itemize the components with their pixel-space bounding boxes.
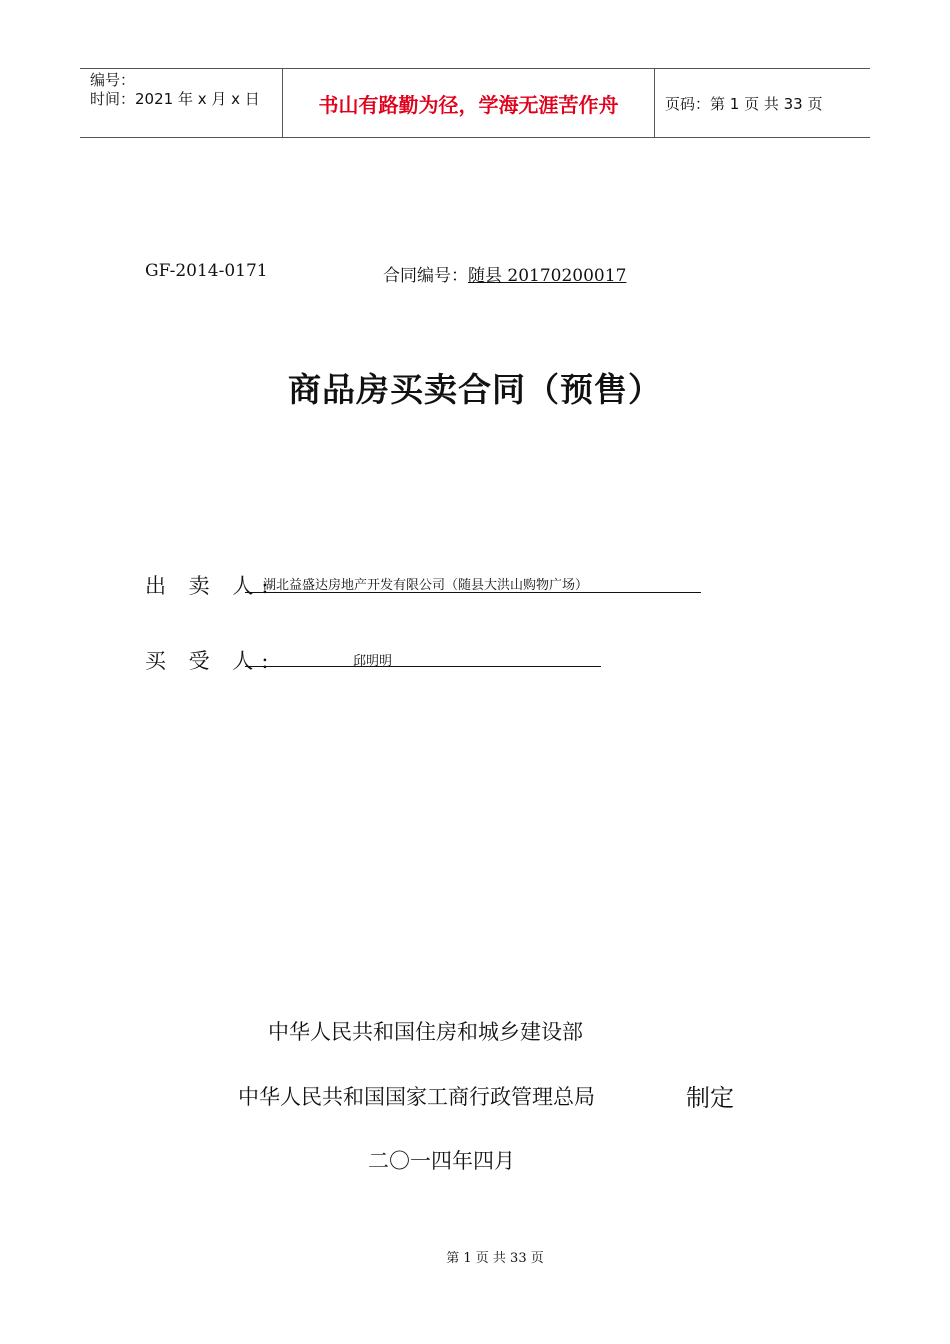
issuer-ministry-housing: 中华人民共和国住房和城乡建设部: [268, 1020, 583, 1044]
page-footer: 第 1 页 共 33 页: [446, 1251, 544, 1266]
document-header: [80, 68, 870, 138]
header-time: 时间：2021 年 x 月 x 日: [90, 90, 260, 108]
header-page-info: 页码：第 1 页 共 33 页: [665, 94, 823, 113]
issuer-saic: 中华人民共和国国家工商行政管理总局: [238, 1085, 595, 1109]
document-title: 商品房买卖合同（预售）: [288, 370, 662, 409]
standard-code: GF-2014-0171: [145, 261, 268, 281]
issue-date: 二〇一四年四月: [368, 1149, 515, 1173]
header-number: 编号：: [90, 71, 136, 89]
seller-label: 出 卖 人:: [145, 574, 277, 598]
buyer-value: 邱明明: [245, 650, 601, 667]
seller-value: 湖北益盛达房地产开发有限公司（随县大洪山购物广场）: [245, 574, 701, 593]
header-motto: 书山有路勤为径，学海无涯苦作舟: [282, 69, 655, 137]
buyer-label: 买 受 人:: [145, 649, 277, 673]
contract-number-label: 合同编号：: [383, 266, 468, 286]
contract-number-value: 随县 20170200017: [468, 266, 627, 286]
issued-by-label: 制定: [686, 1084, 734, 1112]
contract-number: [383, 261, 626, 286]
header-meta: [80, 69, 282, 137]
